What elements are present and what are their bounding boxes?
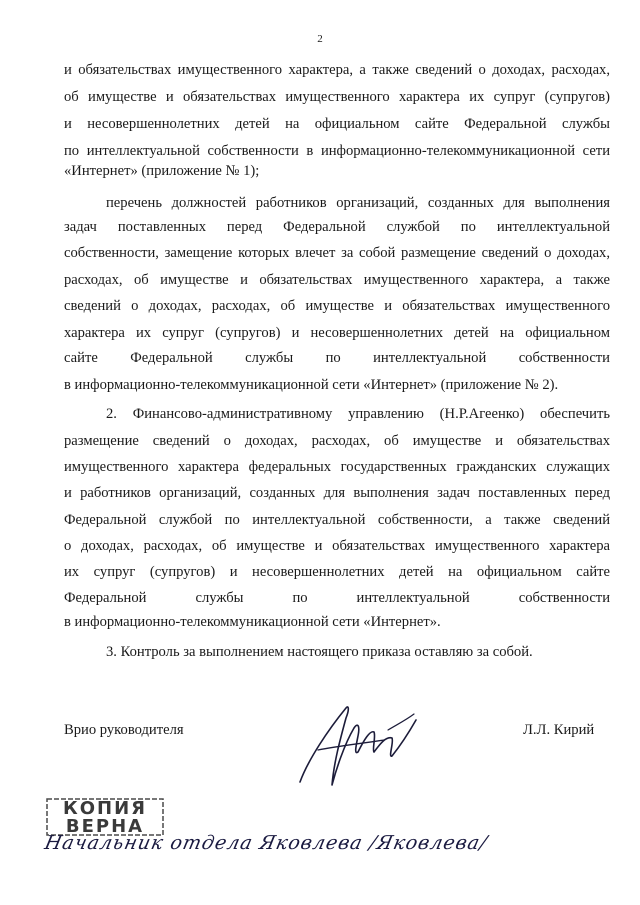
paragraph-start-line: 2. Финансово-административному управлению (Н.Р.Агеенко) обеспечить	[106, 406, 610, 422]
body-line: сайте Федеральной службы по интеллектуальной собственности	[64, 350, 610, 366]
body-line: сведений о доходах, расходах, об имуществе и обязательствах имущественного	[64, 298, 610, 314]
body-line: задач поставленных перед Федеральной службой по интеллектуальной	[64, 219, 610, 235]
paragraph-start-line: перечень должностей работников организаций, созданных для выполнения	[106, 195, 610, 211]
body-line: и обязательствах имущественного характера, а также сведений о доходах, расходах,	[64, 62, 610, 78]
page-number: 2	[317, 33, 323, 45]
body-line: имущественного характера федеральных государственных гражданских служащих	[64, 459, 610, 475]
body-line: собственности, замещение которых влечет за собой размещение сведений о доходах,	[64, 245, 610, 261]
body-line: размещение сведений о доходах, расходах, об имуществе и обязательствах	[64, 433, 610, 449]
body-line: в информационно-телекоммуникационной сети «Интернет».	[64, 614, 441, 630]
body-line: их супруг (супругов) и несовершеннолетних детей на официальном сайте	[64, 564, 610, 580]
body-line: и несовершеннолетних детей на официальном сайте Федеральной службы	[64, 116, 610, 132]
body-line: Федеральной службой по интеллектуальной собственности, а также сведений	[64, 512, 610, 528]
body-line: расходах, об имуществе и обязательствах имущественного характера, а также	[64, 272, 610, 288]
body-line: об имуществе и обязательствах имущественного характера их супруг (супругов)	[64, 89, 610, 105]
body-line: о доходах, расходах, об имуществе и обязательствах имущественного характера	[64, 538, 610, 554]
signatory-name: Л.Л. Кирий	[523, 722, 595, 738]
body-line: «Интернет» (приложение № 1);	[64, 163, 260, 179]
body-line: и работников организаций, созданных для выполнения задач поставленных перед	[64, 485, 610, 501]
signatory-title: Врио руководителя	[64, 722, 184, 738]
stamp-line-2: ВЕРНА	[65, 816, 145, 837]
handwritten-signature	[288, 700, 428, 800]
paragraph-start-line: 3. Контроль за выполнением настоящего приказа оставляю за собой.	[106, 644, 533, 660]
handwritten-certification-note: Начальник отдела Яковлева /Яковлева/	[42, 832, 490, 854]
body-line: Федеральной службы по интеллектуальной собственности	[64, 590, 610, 606]
stamp-line-1: КОПИЯ	[62, 798, 147, 819]
body-line: в информационно-телекоммуникационной сети «Интернет» (приложение № 2).	[64, 377, 559, 393]
body-line: по интеллектуальной собственности в информационно-телекоммуникационной сети	[64, 143, 610, 159]
body-line: характера их супруг (супругов) и несовершеннолетних детей на официальном	[64, 325, 610, 341]
copy-certified-stamp	[45, 797, 165, 837]
